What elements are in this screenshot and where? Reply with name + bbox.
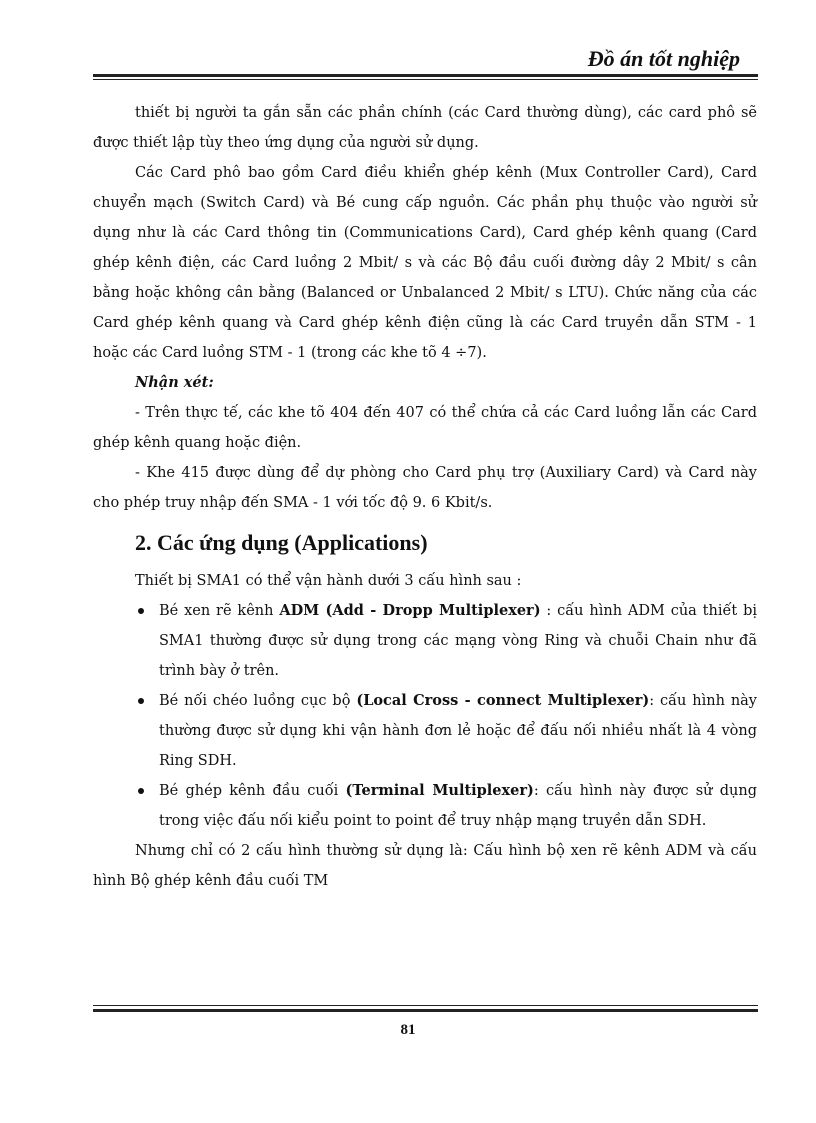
list-item-term: (Local Cross - connect Multiplexer)	[356, 692, 650, 709]
section-intro: Thiết bị SMA1 có thể vận hành dưới 3 cấu hình sau :	[135, 573, 522, 589]
footer-rule	[93, 1009, 758, 1012]
list-item-term: (Terminal Multiplexer)	[345, 782, 534, 799]
paragraph-conclusion: Nhưng chỉ có 2 cấu hình thường sử dụng là: Cấu hình bộ xen rẽ kênh ADM và cấu hình Bộ ghép kênh đầu cuối TM	[93, 843, 757, 889]
paragraph-cards: Các Card phô bao gồm Card điều khiển ghép kênh (Mux Controller Card), Card chuyển mạch (Switch Card) và Bé cung cấp nguồn. Các phần phụ thuộc vào người sử dụng như là các Card thông tin (Communications Card), Card ghép kênh quang (Card ghép kênh điện, các Card luồng 2 Mbit/ s và các Bộ đầu cuối đường dây 2 Mbit/ s cân bằng hoặc không cân bằng (Balanced or Unbalanced 2 Mbit/ s LTU). Chức năng của các Card ghép kênh quang và Card ghép kênh điện cũng là các Card truyền dẫn STM - 1 hoặc các Card luồng STM - 1 (trong các khe tõ 4 ÷7).	[93, 165, 757, 361]
list-item	[135, 776, 757, 836]
list-item	[135, 596, 757, 686]
page-number: 81	[400, 1022, 416, 1038]
list-item-desc: : cấu hình ADM của thiết bị SMA1 thường được sử dụng trong các mạng vòng Ring và chuỗi Chain như đã trình bày ở trên.	[159, 603, 758, 679]
section-heading: 2. Các ứng dụng (Applications)	[135, 530, 428, 555]
list-item-text: Bé nối chéo luồng cục bộ	[159, 693, 357, 709]
list-item-term: ADM (Add - Dropp Multiplexer)	[279, 602, 541, 619]
header-title: Đồ án tốt nghiệp	[587, 46, 740, 71]
list-item-desc: : cấu hình này thường được sử dụng khi vận hành đơn lẻ hoặc để đấu nối nhiều nhất là 4 vòng Ring SDH.	[159, 693, 757, 769]
applications-list	[135, 596, 757, 836]
list-item-desc: : cấu hình này được sử dụng trong việc đấu nối kiểu point to point để truy nhập mạng truyền dẫn SDH.	[159, 783, 757, 829]
list-item	[135, 686, 757, 776]
remark-item-1: - Trên thực tế, các khe tõ 404 đến 407 có thể chứa cả các Card luồng lẫn các Card ghép kênh quang hoặc điện.	[93, 405, 757, 451]
remark-label: Nhận xét:	[135, 374, 214, 391]
bullet-icon	[138, 608, 144, 614]
header-rule	[93, 74, 758, 77]
list-item-text: Bé ghép kênh đầu cuối	[159, 783, 346, 799]
paragraph-intro: thiết bị người ta gắn sẵn các phần chính (các Card thường dùng), các card phô sẽ được thiết lập tùy theo ứng dụng của người sử dụng.	[93, 105, 757, 151]
remark-item-2: - Khe 415 được dùng để dự phòng cho Card phụ trợ (Auxiliary Card) và Card này cho phép truy nhập đến SMA - 1 với tốc độ 9. 6 Kbit/s.	[93, 465, 757, 511]
footer-rule-thin	[93, 1005, 758, 1006]
bullet-icon	[138, 698, 144, 704]
bullet-icon	[138, 788, 144, 794]
header-rule-thin	[93, 79, 758, 80]
body-content	[93, 98, 758, 896]
list-item-text: Bé xen rẽ kênh	[159, 603, 280, 619]
